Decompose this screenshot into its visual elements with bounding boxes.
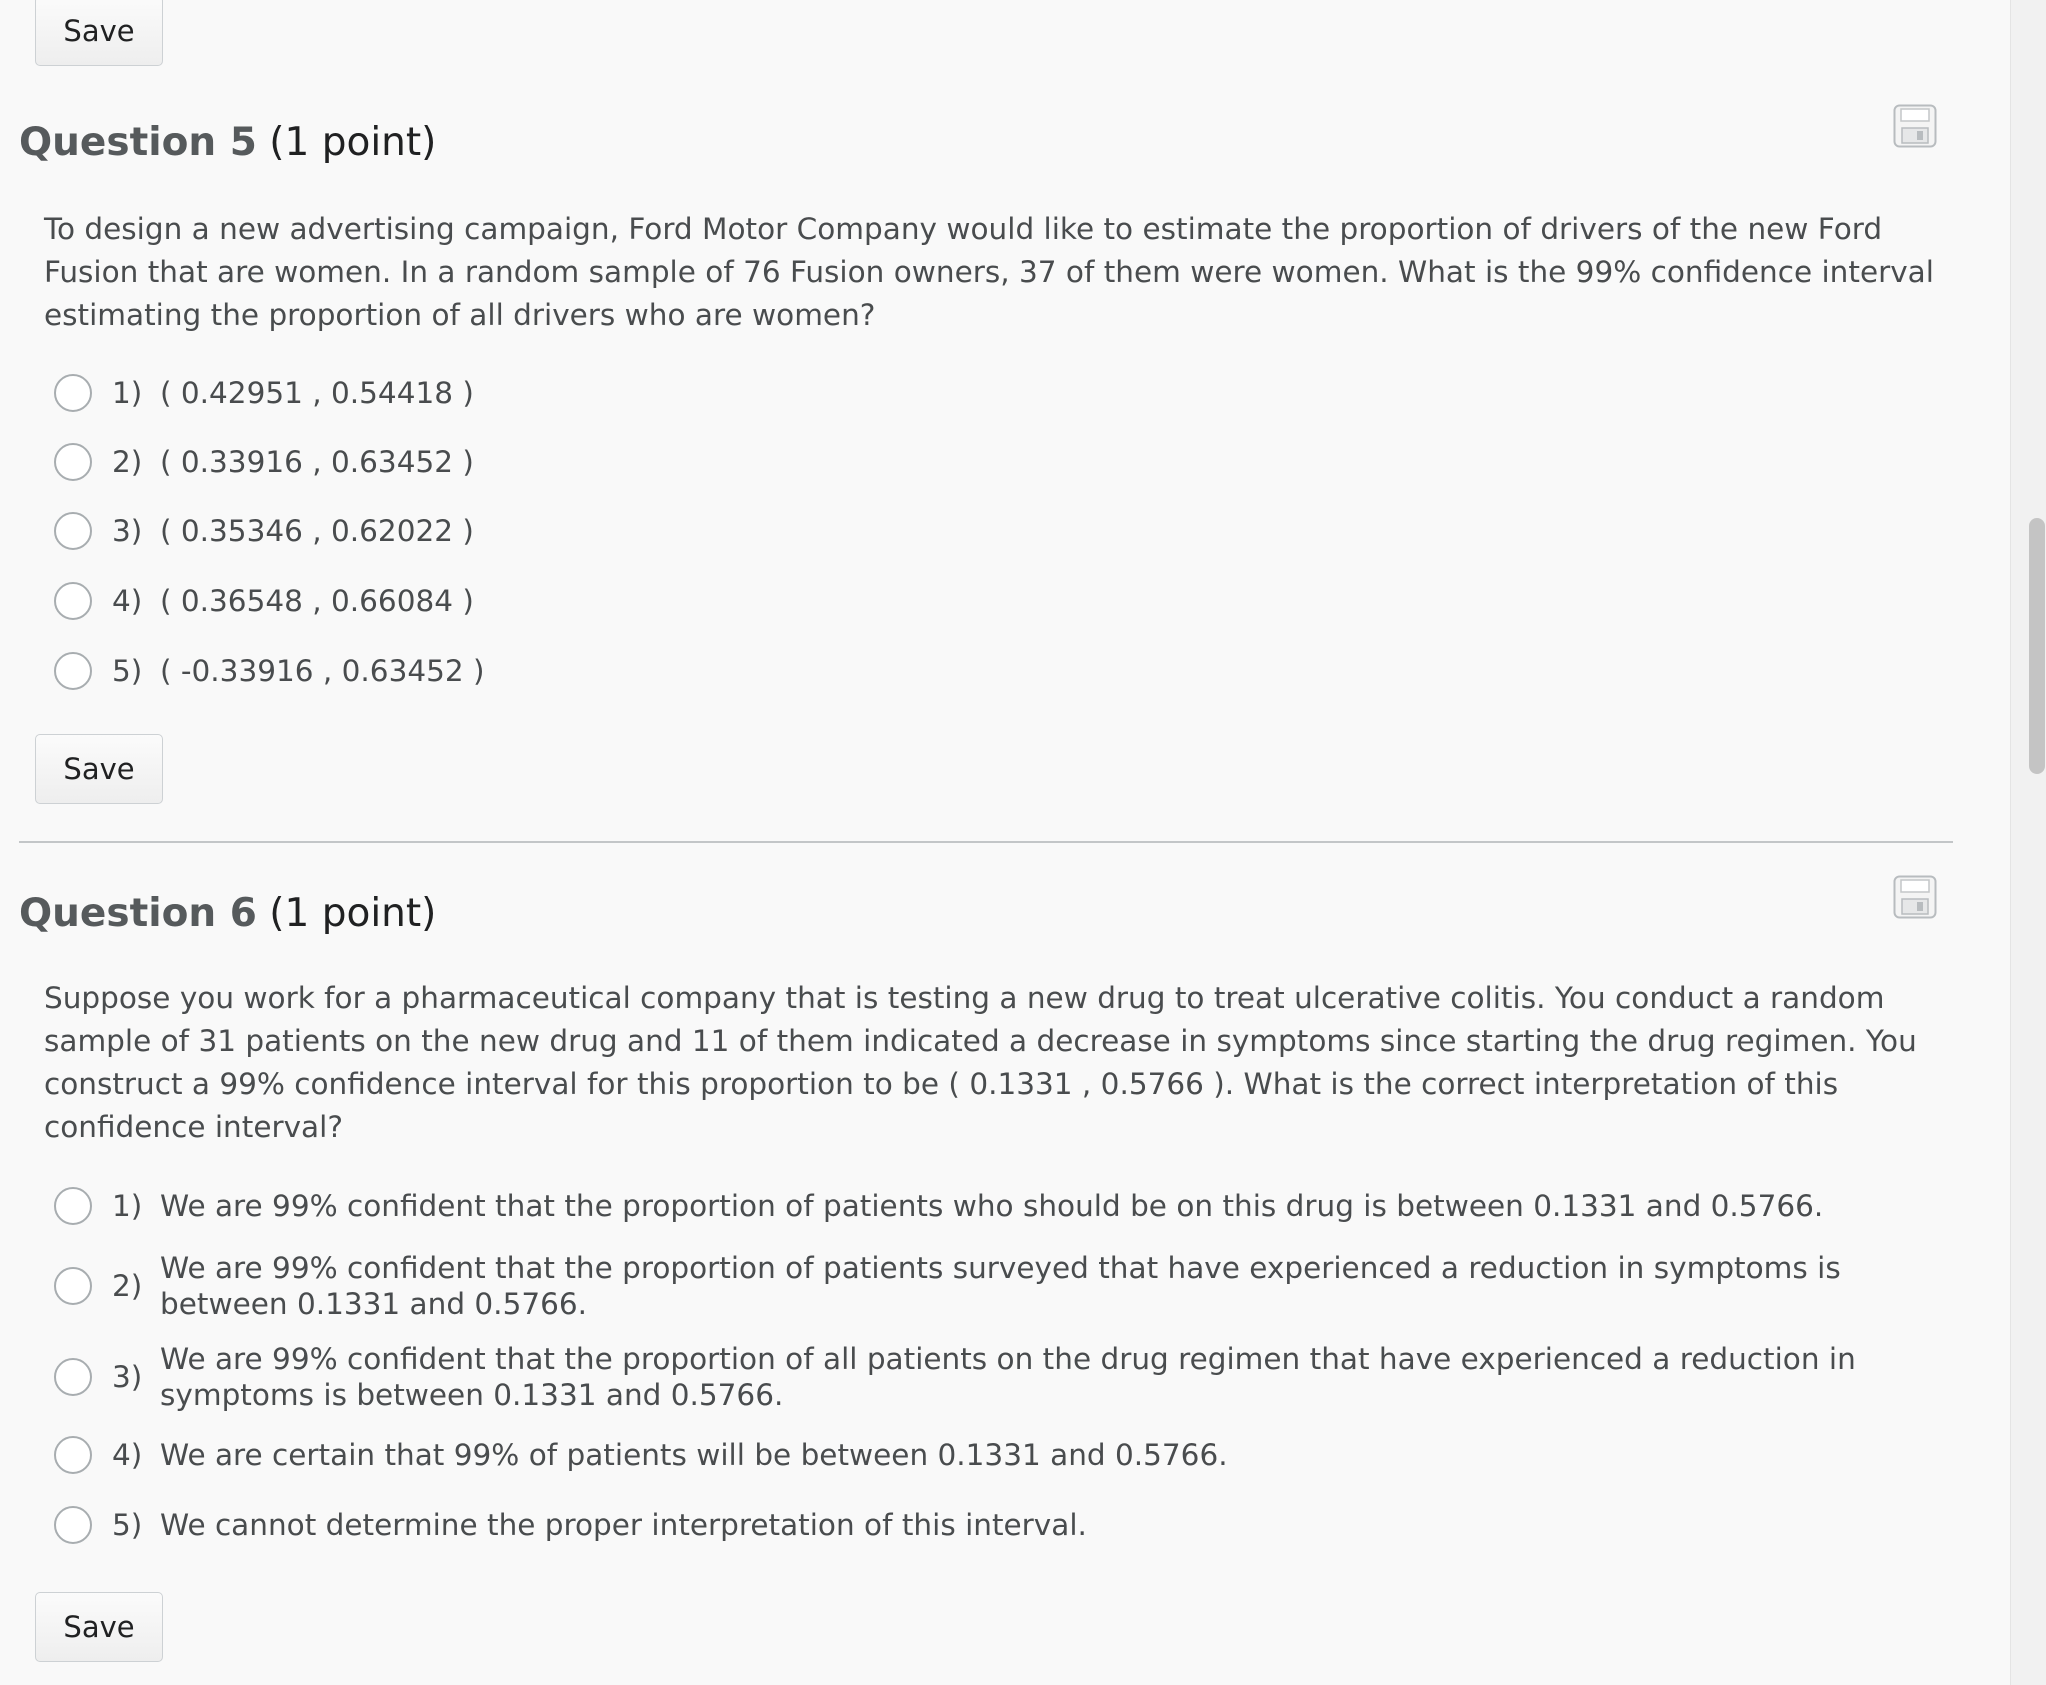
choice-number: 3): [112, 514, 143, 548]
choice-number: 3): [112, 1360, 143, 1394]
q5-choice-3[interactable]: [54, 512, 1954, 550]
question-6-text: Suppose you work for a pharmaceutical company that is testing a new drug to treat ulcerative colitis. You conduct a random sample of 31 patients on the new drug and 11 of them indicated a decrease in symptoms since starting the drug regimen. You construct a 99% confidence interval for this proportion to be ( 0.1331 , 0.5766 ). What is the correct interpretation of this confidence interval?: [44, 981, 1917, 1144]
q6-choice-5[interactable]: [54, 1506, 1954, 1544]
choice-number: 2): [112, 445, 143, 479]
radio-button[interactable]: [54, 443, 92, 481]
radio-button[interactable]: [54, 1187, 92, 1225]
question-number: Question 6: [19, 891, 257, 936]
choice-label: We are 99% confident that the proportion of patients who should be on this drug is between 0.1331 and 0.5766.: [160, 1189, 1824, 1223]
choice-label: ( 0.33916 , 0.63452 ): [160, 445, 474, 479]
choice-number: 1): [112, 376, 143, 410]
choice-number: 1): [112, 1189, 143, 1223]
q6-choice-2[interactable]: [54, 1250, 1954, 1322]
choice-number: 5): [112, 1508, 143, 1542]
q5-choice-5[interactable]: [54, 652, 1954, 690]
radio-button[interactable]: [54, 652, 92, 690]
save-button-previous[interactable]: Save: [35, 0, 163, 66]
q5-choice-4[interactable]: [54, 582, 1954, 620]
radio-button[interactable]: [54, 1267, 92, 1305]
question-5-heading: [19, 113, 436, 173]
vertical-scrollbar[interactable]: [2010, 0, 2046, 1685]
question-6-heading: [19, 884, 436, 944]
choice-label: We cannot determine the proper interpretation of this interval.: [160, 1508, 1087, 1542]
question-points: (1 point): [269, 120, 437, 165]
choice-label: ( 0.35346 , 0.62022 ): [160, 514, 474, 548]
question-divider: [19, 841, 1953, 843]
save-button-question-5[interactable]: Save: [35, 734, 163, 804]
choice-label: ( -0.33916 , 0.63452 ): [160, 654, 485, 688]
question-number: Question 5: [19, 120, 257, 165]
q6-choice-1[interactable]: [54, 1187, 1954, 1225]
q5-choice-1[interactable]: [54, 374, 1954, 412]
radio-button[interactable]: [54, 1358, 92, 1396]
scrollbar-thumb[interactable]: [2029, 518, 2045, 774]
question-points: (1 point): [269, 891, 437, 936]
choice-number: 4): [112, 1438, 143, 1472]
choice-label: We are 99% confident that the proportion of patients surveyed that have experienced a reduction in symptoms is between 0.1331 and 0.5766.: [160, 1251, 1841, 1321]
choice-number: 4): [112, 584, 143, 618]
choice-label: We are certain that 99% of patients will be between 0.1331 and 0.5766.: [160, 1438, 1228, 1472]
choice-number: 2): [112, 1269, 143, 1303]
save-button-question-6[interactable]: Save: [35, 1592, 163, 1662]
choice-label: ( 0.36548 , 0.66084 ): [160, 584, 474, 618]
choice-label: We are 99% confident that the proportion of all patients on the drug regimen that have experienced a reduction in symptoms is between 0.1331 and 0.5766.: [160, 1342, 1856, 1412]
radio-button[interactable]: [54, 1436, 92, 1474]
q6-choice-4[interactable]: [54, 1436, 1954, 1474]
floppy-disk-icon[interactable]: [1893, 875, 1937, 919]
floppy-disk-icon[interactable]: [1893, 104, 1937, 148]
radio-button[interactable]: [54, 1506, 92, 1544]
q5-choice-2[interactable]: [54, 443, 1954, 481]
radio-button[interactable]: [54, 374, 92, 412]
choice-number: 5): [112, 654, 143, 688]
radio-button[interactable]: [54, 582, 92, 620]
radio-button[interactable]: [54, 512, 92, 550]
q6-choice-3[interactable]: [54, 1341, 1954, 1413]
choice-label: ( 0.42951 , 0.54418 ): [160, 376, 474, 410]
question-5-text: To design a new advertising campaign, Ford Motor Company would like to estimate the proportion of drivers of the new Ford Fusion that are women. In a random sample of 76 Fusion owners, 37 of them were women. What is the 99% confidence interval estimating the proportion of all drivers who are women?: [44, 212, 1934, 332]
